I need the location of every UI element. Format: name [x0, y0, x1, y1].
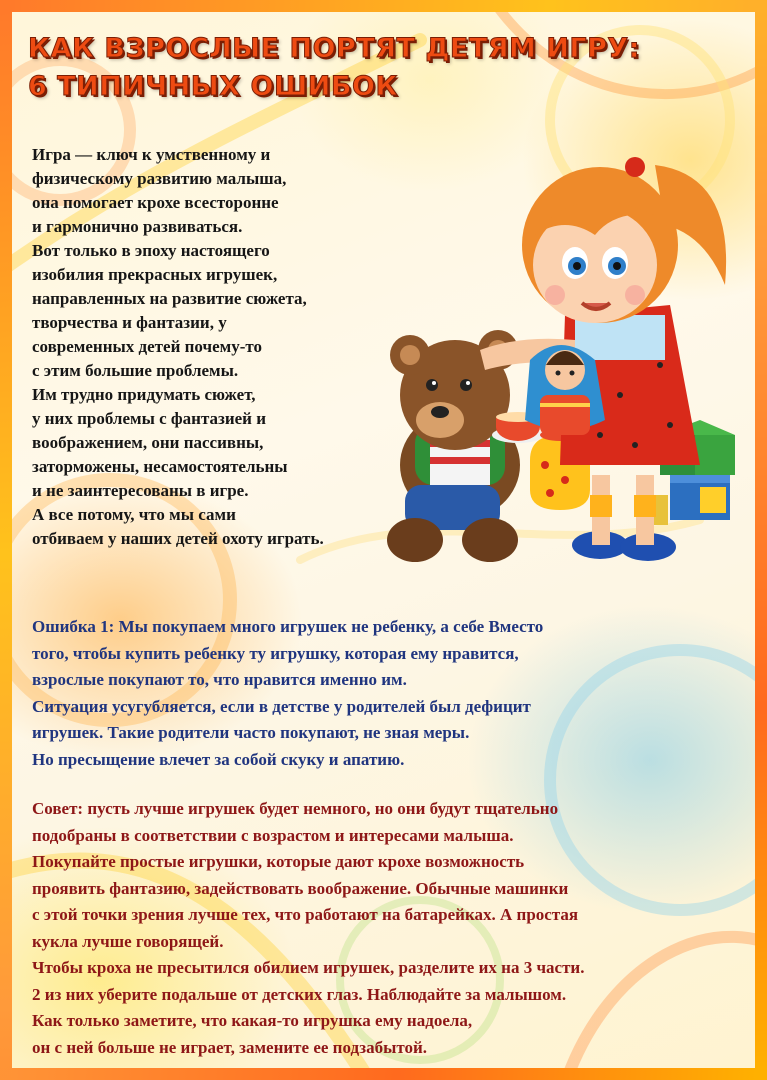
mistake-line: того, чтобы купить ребенку ту игрушку, которая ему нравится, — [32, 643, 519, 663]
advice-line: он с ней больше не играет, замените ее подзабытой. — [32, 1037, 428, 1057]
intro-line: Им трудно придумать сюжет, — [32, 385, 256, 404]
doll-icon — [525, 345, 605, 435]
intro-line: и гармонично развиваться. — [32, 217, 243, 236]
intro-line: Игра — ключ к умственному и — [32, 145, 271, 164]
mistake-line: Ситуация усугубляется, если в детстве у родителей был дефицит — [32, 696, 531, 716]
intro-line: физическому развитию малыша, — [32, 169, 287, 188]
intro-line: отбиваем у наших детей охоту играть. — [32, 529, 324, 548]
mistake-line: Но пресыщение влечет за собой скуку и апатию. — [32, 749, 405, 769]
advice-line: Как только заметите, что какая-то игрушка ему надоела, — [32, 1011, 473, 1030]
intro-line: заторможены, несамостоятельны — [32, 457, 288, 476]
intro-text — [32, 143, 472, 551]
intro-line: направленных на развитие сюжета, — [32, 289, 307, 308]
mistake-line: игрушек. Такие родители часто покупают, не зная меры. — [32, 723, 470, 742]
intro-line: изобилия прекрасных игрушек, — [32, 265, 278, 284]
intro-line: у них проблемы с фантазией и — [32, 409, 267, 428]
title-line-1: КАК ВЗРОСЛЫЕ ПОРТЯТ ДЕТЯМ ИГРУ: — [28, 33, 641, 64]
title-line-2: 6 ТИПИЧНЫХ ОШИБОК — [28, 71, 399, 102]
mistake-line: взрослые покупают то, что нравится именно им. — [32, 670, 407, 689]
intro-line: А все потому, что мы сами — [32, 505, 236, 524]
intro-line: Вот только в эпоху настоящего — [32, 241, 270, 260]
poster-title — [28, 30, 640, 106]
intro-line: она помогает крохе всесторонне — [32, 193, 279, 212]
advice-line: подобраны в соответствии с возрастом и интересами малыша. — [32, 825, 514, 845]
advice-line: проявить фантазию, задействовать воображение. Обычные машинки — [32, 878, 569, 898]
intro-line: творчества и фантазии, у — [32, 313, 227, 332]
advice-line: кукла лучше говорящей. — [32, 931, 224, 951]
intro-line: с этим большие проблемы. — [32, 361, 239, 380]
advice-line: с этой точки зрения лучше тех, что работают на батарейках. А простая — [32, 905, 579, 924]
intro-line: воображением, они пассивны, — [32, 433, 264, 452]
mistake-1-text — [32, 614, 744, 773]
intro-line: и не заинтересованы в игре. — [32, 481, 249, 500]
advice-line: Покупайте простые игрушки, которые дают крохе возможность — [32, 852, 525, 871]
advice-line: 2 из них уберите подальше от детских глаз. Наблюдайте за малышом. — [32, 984, 567, 1004]
advice-line: Чтобы кроха не пресытился обилием игрушек, разделите их на 3 части. — [32, 958, 585, 977]
mistake-line: Ошибка 1: Мы покупаем много игрушек не ребенку, а себе Вместо — [32, 617, 544, 636]
intro-line: современных детей почему-то — [32, 337, 262, 356]
advice-text — [32, 796, 744, 1061]
advice-line: Совет: пусть лучше игрушек будет немного, но они будут тщательно — [32, 799, 559, 818]
